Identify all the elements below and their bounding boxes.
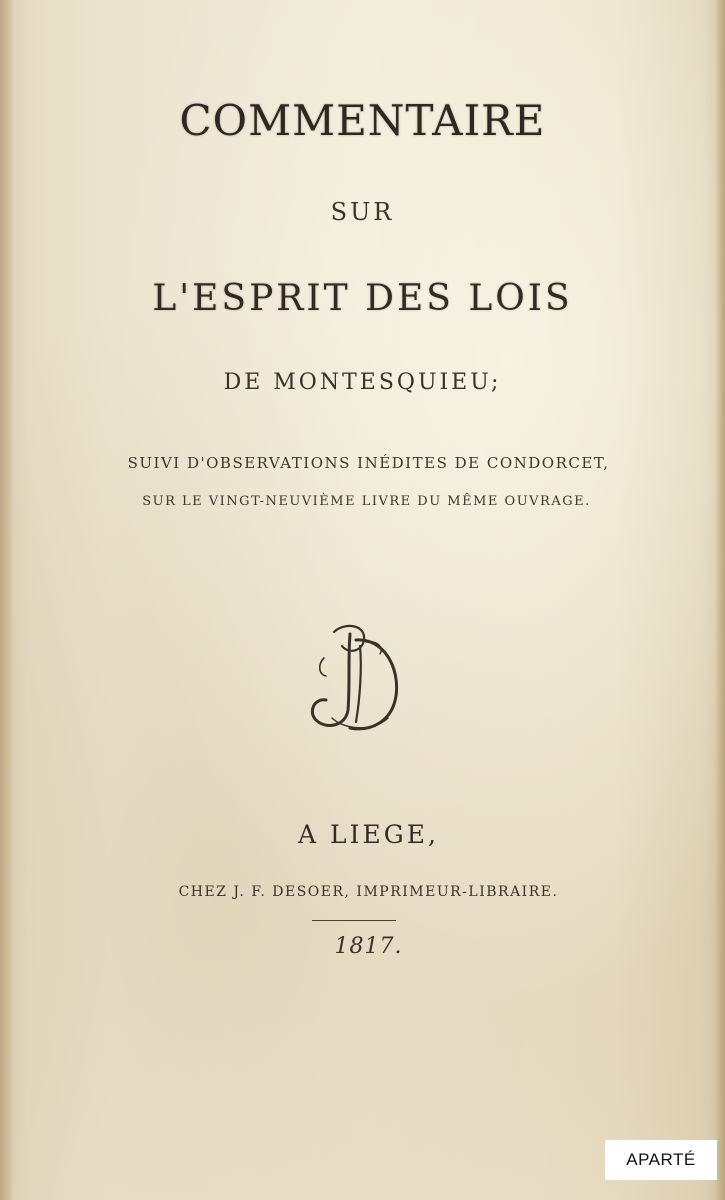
author-line: DE MONTESQUIEU; (223, 370, 502, 395)
imprint-divider (312, 920, 396, 921)
publisher-monogram-icon (304, 618, 404, 736)
page-edge-shadow (715, 0, 725, 1200)
book-title: COMMENTAIRE (179, 96, 546, 145)
imprint-year: 1817. (334, 934, 403, 959)
title-connector-sur: SUR (330, 198, 395, 226)
imprint-place: A LIEGE, (298, 820, 439, 849)
book-subject-title: L'ESPRIT DES LOIS (152, 278, 573, 319)
watermark-badge: APARTÉ (605, 1140, 717, 1180)
imprint-publisher: CHEZ J. F. DESOER, IMPRIMEUR-LIBRAIRE. (178, 884, 559, 900)
subtitle-line-1: SUIVI D'OBSERVATIONS INÉDITES DE CONDORCET, (127, 454, 610, 472)
page-gutter-shadow (0, 0, 14, 1200)
subtitle-line-2: SUR LE VINGT-NEUVIÈME LIVRE DU MÊME OUVRAGE. (142, 494, 591, 509)
